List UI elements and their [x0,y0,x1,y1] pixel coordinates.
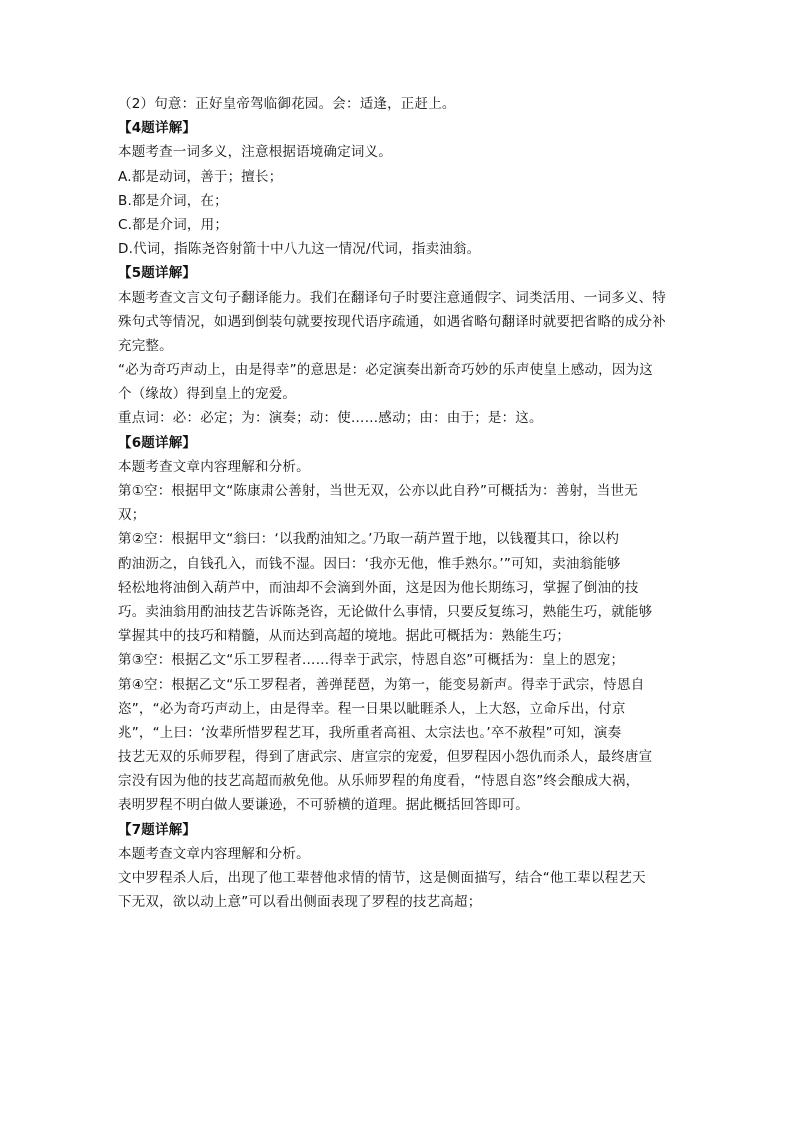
text-line: 重点词：必：必定；为：演奏；动：使……感动；由：由于；是：这。 [118,410,543,427]
text-line: 酌油沥之，自钱孔入，而钱不湿。因曰：‘我亦无他，惟手熟尔。’”可知，卖油翁能够 [118,555,621,572]
text-line: B.都是介词，在； [118,192,228,209]
text-line: 本题考查文章内容理解和分析。 [118,845,310,862]
text-line: D.代词，指陈尧咨射箭十中八九这一情况/代词，指卖油翁。 [118,241,481,258]
text-line: 恣”，“必为奇巧声动上，由是得幸。程一日果以眦睚杀人，上大怒，立命斥出，付京 [118,700,626,717]
text-line: “必为奇巧声动上，由是得幸”的意思是：必定演奏出新奇巧妙的乐声使皇上感动，因为这 [118,362,653,379]
text-line: 本题考查文言文句子翻译能力。我们在翻译句子时要注意通假字、词类活用、一词多义、特 [118,289,666,306]
text-line: 巧。卖油翁用酌油技艺告诉陈尧咨，无论做什么事情，只要反复练习，熟能生巧，就能够 [118,603,653,620]
text-line: 第③空：根据乙文“乐工罗程者……得幸于武宗，恃恩自恣”可概括为：皇上的恩宠； [118,652,625,669]
text-line: 第①空：根据甲文“陈康肃公善射，当世无双，公亦以此自矜”可概括为：善射，当世无 [118,483,638,499]
text-line: 双； [118,507,146,524]
text-line: 本题考查一词多义，注意根据语境确定词义。 [118,144,392,161]
text-line: 宗没有因为他的技艺高超而赦免他。从乐师罗程的角度看，“恃恩自恣”终会酿成大祸， [118,773,640,790]
text-line: 殊句式等情况，如遇到倒装句就要按现代语序疏通，如遇省略句翻译时就要把省略的成分补 [118,313,666,330]
text-line: 第②空：根据甲文“翁曰：‘以我酌油知之。’乃取一葫芦置于地，以钱覆其口，徐以杓 [118,531,620,548]
section-heading: 【6题详解】 [118,434,197,451]
section-heading: 【7题详解】 [118,821,197,838]
text-line: 掌握其中的技巧和精髓，从而达到高超的境地。据此可概括为：熟能生巧； [118,628,571,645]
text-line: C.都是介词，用； [118,216,229,233]
document-page [118,92,678,914]
text-line: （2）句意：正好皇帝驾临御花园。会：适逢，正赶上。 [118,96,456,112]
text-line: 文中罗程杀人后，出现了他工辈替他求情的情节，这是侧面描写，结合“他工辈以程艺天 [118,870,646,886]
text-line: A.都是动词，善于；擅长； [118,168,283,185]
text-line: 表明罗程不明白做人要谦逊，不可骄横的道理。据此概括回答即可。 [118,797,529,814]
text-line: 个（缘故）得到皇上的宠爱。 [118,386,297,403]
section-heading: 【5题详解】 [118,265,197,282]
text-line: 轻松地将油倒入葫芦中，而油却不会滴到外面，这是因为他长期练习，掌握了倒油的技 [118,579,639,596]
text-line: 本题考查文章内容理解和分析。 [118,458,310,475]
text-line: 第④空：根据乙文“乐工罗程者，善弹琵琶，为第一，能变易新声。得幸于武宗，恃恩自 [118,676,645,693]
text-line: 下无双，欲以动上意”可以看出侧面表现了罗程的技艺高超； [118,894,482,911]
text-line: 技艺无双的乐师罗程，得到了唐武宗、唐宣宗的宠爱，但罗程因小怨仇而杀人，最终唐宣 [118,749,653,766]
text-line: 充完整。 [118,337,173,354]
text-line: 兆”，“上曰：‘汝辈所惜罗程艺耳，我所重者高祖、太宗法也。’卒不赦程”可知，演奏 [118,724,622,741]
section-heading: 【4题详解】 [118,120,197,137]
